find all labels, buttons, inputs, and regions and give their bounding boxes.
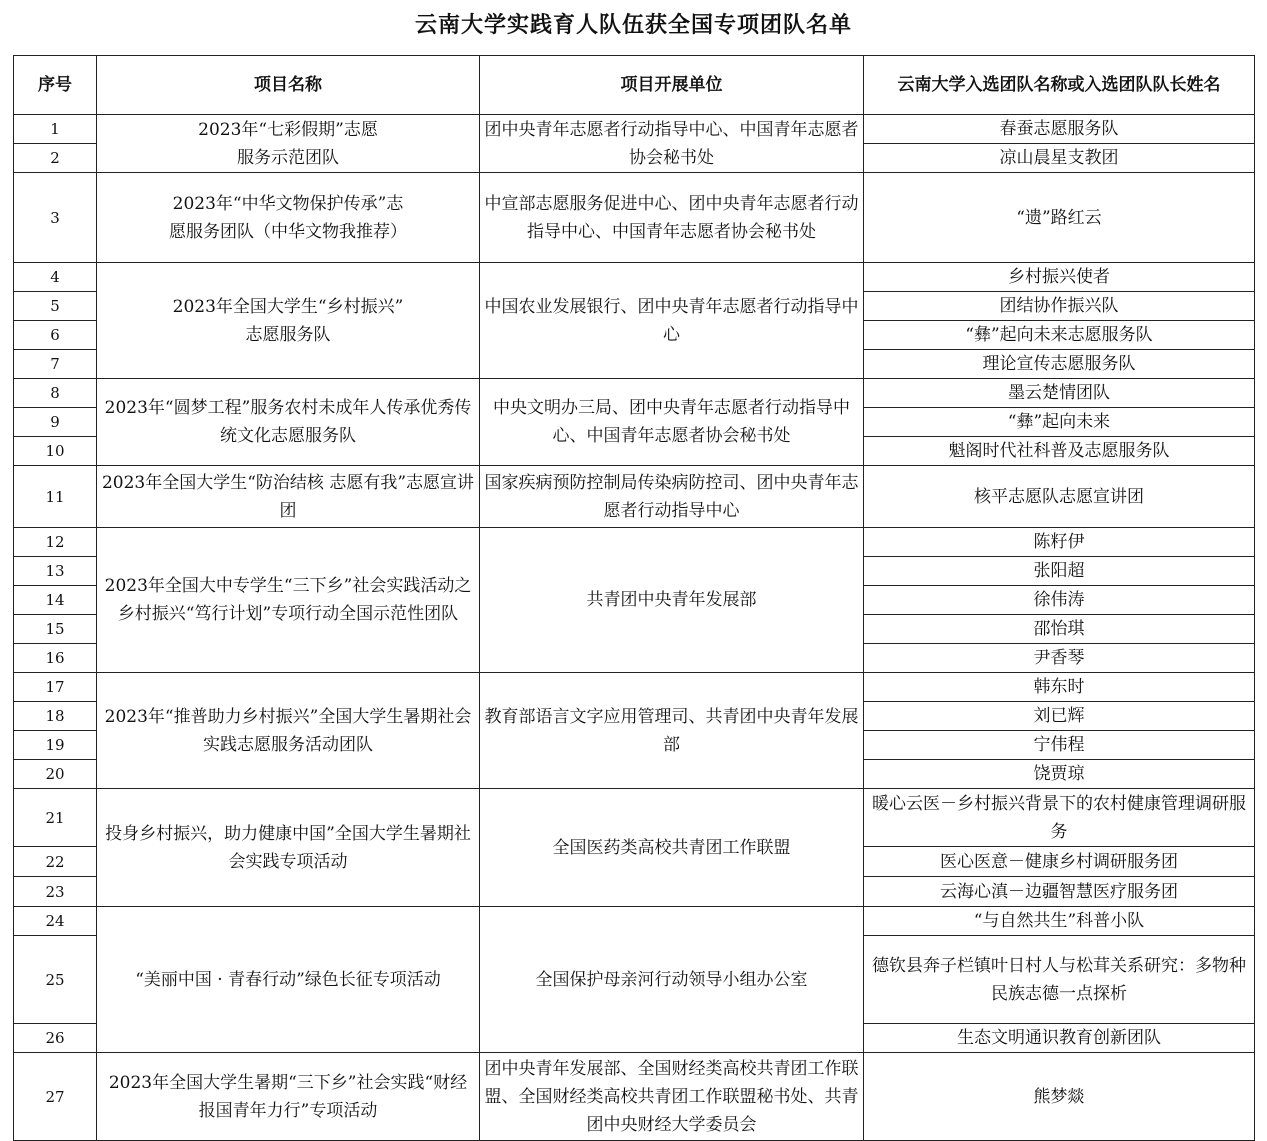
team-name-cell: 韩东时 — [864, 673, 1255, 702]
table-row — [14, 789, 1255, 847]
row-number: 15 — [14, 615, 97, 644]
team-name-cell: 熊梦燚 — [864, 1053, 1255, 1141]
team-name-cell: 乡村振兴使者 — [864, 263, 1255, 292]
row-number: 6 — [14, 321, 97, 350]
table-row — [14, 528, 1255, 557]
team-name-cell: 宁伟程 — [864, 731, 1255, 760]
team-name-cell: 生态文明通识教育创新团队 — [864, 1024, 1255, 1053]
project-name-cell: 2023年全国大学生“防治结核 志愿有我”志愿宣讲团 — [97, 466, 480, 528]
team-name-cell: 凉山晨星支教团 — [864, 144, 1255, 173]
team-name-cell: “彝”起向未来 — [864, 408, 1255, 437]
row-number: 11 — [14, 466, 97, 528]
organizer-cell: 国家疾病预防控制局传染病防控司、团中央青年志愿者行动指导中心 — [480, 466, 864, 528]
project-name-cell: 2023年“推普助力乡村振兴”全国大学生暑期社会实践志愿服务活动团队 — [97, 673, 480, 789]
table-row — [14, 115, 1255, 144]
organizer-cell: 全国医药类高校共青团工作联盟 — [480, 789, 864, 907]
organizer-cell: 全国保护母亲河行动领导小组办公室 — [480, 907, 864, 1053]
header-team: 云南大学入选团队名称或入选团队队长姓名 — [864, 56, 1255, 115]
project-name-cell: 2023年全国大学生暑期“三下乡”社会实践“财经报国青年力行”专项活动 — [97, 1053, 480, 1141]
organizer-cell: 教育部语言文字应用管理司、共青团中央青年发展部 — [480, 673, 864, 789]
team-name-cell: 云海心滇－边疆智慧医疗服务团 — [864, 877, 1255, 907]
organizer-cell: 共青团中央青年发展部 — [480, 528, 864, 673]
team-name-cell: 张阳超 — [864, 557, 1255, 586]
organizer-cell: 中宣部志愿服务促进中心、团中央青年志愿者行动指导中心、中国青年志愿者协会秘书处 — [480, 173, 864, 263]
table-row — [14, 1053, 1255, 1141]
project-name-cell: 2023年全国大学生“乡村振兴” 志愿服务队 — [97, 263, 480, 379]
row-number: 27 — [14, 1053, 97, 1141]
table-row — [14, 173, 1255, 263]
row-number: 3 — [14, 173, 97, 263]
team-name-cell: 邵怡琪 — [864, 615, 1255, 644]
row-number: 19 — [14, 731, 97, 760]
header-project: 项目名称 — [97, 56, 480, 115]
team-name-cell: 墨云楚情团队 — [864, 379, 1255, 408]
team-name-cell: 团结协作振兴队 — [864, 292, 1255, 321]
team-name-cell: 医心医意－健康乡村调研服务团 — [864, 847, 1255, 877]
project-name-cell: “美丽中国 · 青春行动”绿色长征专项活动 — [97, 907, 480, 1053]
project-name-cell: 2023年“七彩假期”志愿 服务示范团队 — [97, 115, 480, 173]
project-name-cell: 2023年全国大中专学生“三下乡”社会实践活动之乡村振兴“笃行计划”专项行动全国示范性团队 — [97, 528, 480, 673]
team-name-cell: “彝”起向未来志愿服务队 — [864, 321, 1255, 350]
organizer-cell: 团中央青年发展部、全国财经类高校共青团工作联盟、全国财经类高校共青团工作联盟秘书处、共青团中央财经大学委员会 — [480, 1053, 864, 1141]
team-name-cell: 魁阁时代社科普及志愿服务队 — [864, 437, 1255, 466]
row-number: 2 — [14, 144, 97, 173]
row-number: 24 — [14, 907, 97, 936]
organizer-cell: 团中央青年志愿者行动指导中心、中国青年志愿者协会秘书处 — [480, 115, 864, 173]
team-name-cell: 德钦县奔子栏镇叶日村人与松茸关系研究：多物种民族志德一点探析 — [864, 936, 1255, 1024]
row-number: 9 — [14, 408, 97, 437]
row-number: 4 — [14, 263, 97, 292]
team-name-cell: 徐伟涛 — [864, 586, 1255, 615]
row-number: 14 — [14, 586, 97, 615]
row-number: 23 — [14, 877, 97, 907]
project-name-cell: 投身乡村振兴，助力健康中国”全国大学生暑期社会实践专项活动 — [97, 789, 480, 907]
page-title: 云南大学实践育人队伍获全国专项团队名单 — [414, 13, 852, 38]
row-number: 7 — [14, 350, 97, 379]
team-name-cell: 暖心云医－乡村振兴背景下的农村健康管理调研服务 — [864, 789, 1255, 847]
row-number: 17 — [14, 673, 97, 702]
row-number: 1 — [14, 115, 97, 144]
row-number: 18 — [14, 702, 97, 731]
team-name-cell: 刘已辉 — [864, 702, 1255, 731]
row-number: 5 — [14, 292, 97, 321]
organizer-cell: 中国农业发展银行、团中央青年志愿者行动指导中心 — [480, 263, 864, 379]
row-number: 21 — [14, 789, 97, 847]
row-number: 16 — [14, 644, 97, 673]
team-name-cell: “遗”路红云 — [864, 173, 1255, 263]
team-name-cell: 陈籽伊 — [864, 528, 1255, 557]
table-body — [14, 115, 1255, 1141]
row-number: 22 — [14, 847, 97, 877]
team-name-cell: 理论宣传志愿服务队 — [864, 350, 1255, 379]
table-row — [14, 907, 1255, 936]
row-number: 13 — [14, 557, 97, 586]
team-name-cell: 饶贾琼 — [864, 760, 1255, 789]
table-row — [14, 379, 1255, 408]
row-number: 25 — [14, 936, 97, 1024]
table-row — [14, 673, 1255, 702]
project-name-cell: 2023年“圆梦工程”服务农村未成年人传承优秀传统文化志愿服务队 — [97, 379, 480, 466]
row-number: 26 — [14, 1024, 97, 1053]
organizer-cell: 中央文明办三局、团中央青年志愿者行动指导中心、中国青年志愿者协会秘书处 — [480, 379, 864, 466]
header-unit: 项目开展单位 — [480, 56, 864, 115]
row-number: 10 — [14, 437, 97, 466]
row-number: 20 — [14, 760, 97, 789]
project-name-cell: 2023年“中华文物保护传承”志 愿服务团队（中华文物我推荐） — [97, 173, 480, 263]
team-name-cell: 尹香琴 — [864, 644, 1255, 673]
team-name-cell: 春蚕志愿服务队 — [864, 115, 1255, 144]
row-number: 12 — [14, 528, 97, 557]
table-row — [14, 466, 1255, 528]
team-name-cell: 核平志愿队志愿宣讲团 — [864, 466, 1255, 528]
team-list-table — [13, 55, 1255, 1141]
header-no: 序号 — [14, 56, 97, 115]
row-number: 8 — [14, 379, 97, 408]
team-name-cell: “与自然共生”科普小队 — [864, 907, 1255, 936]
table-header-row — [14, 56, 1255, 115]
table-row — [14, 263, 1255, 292]
